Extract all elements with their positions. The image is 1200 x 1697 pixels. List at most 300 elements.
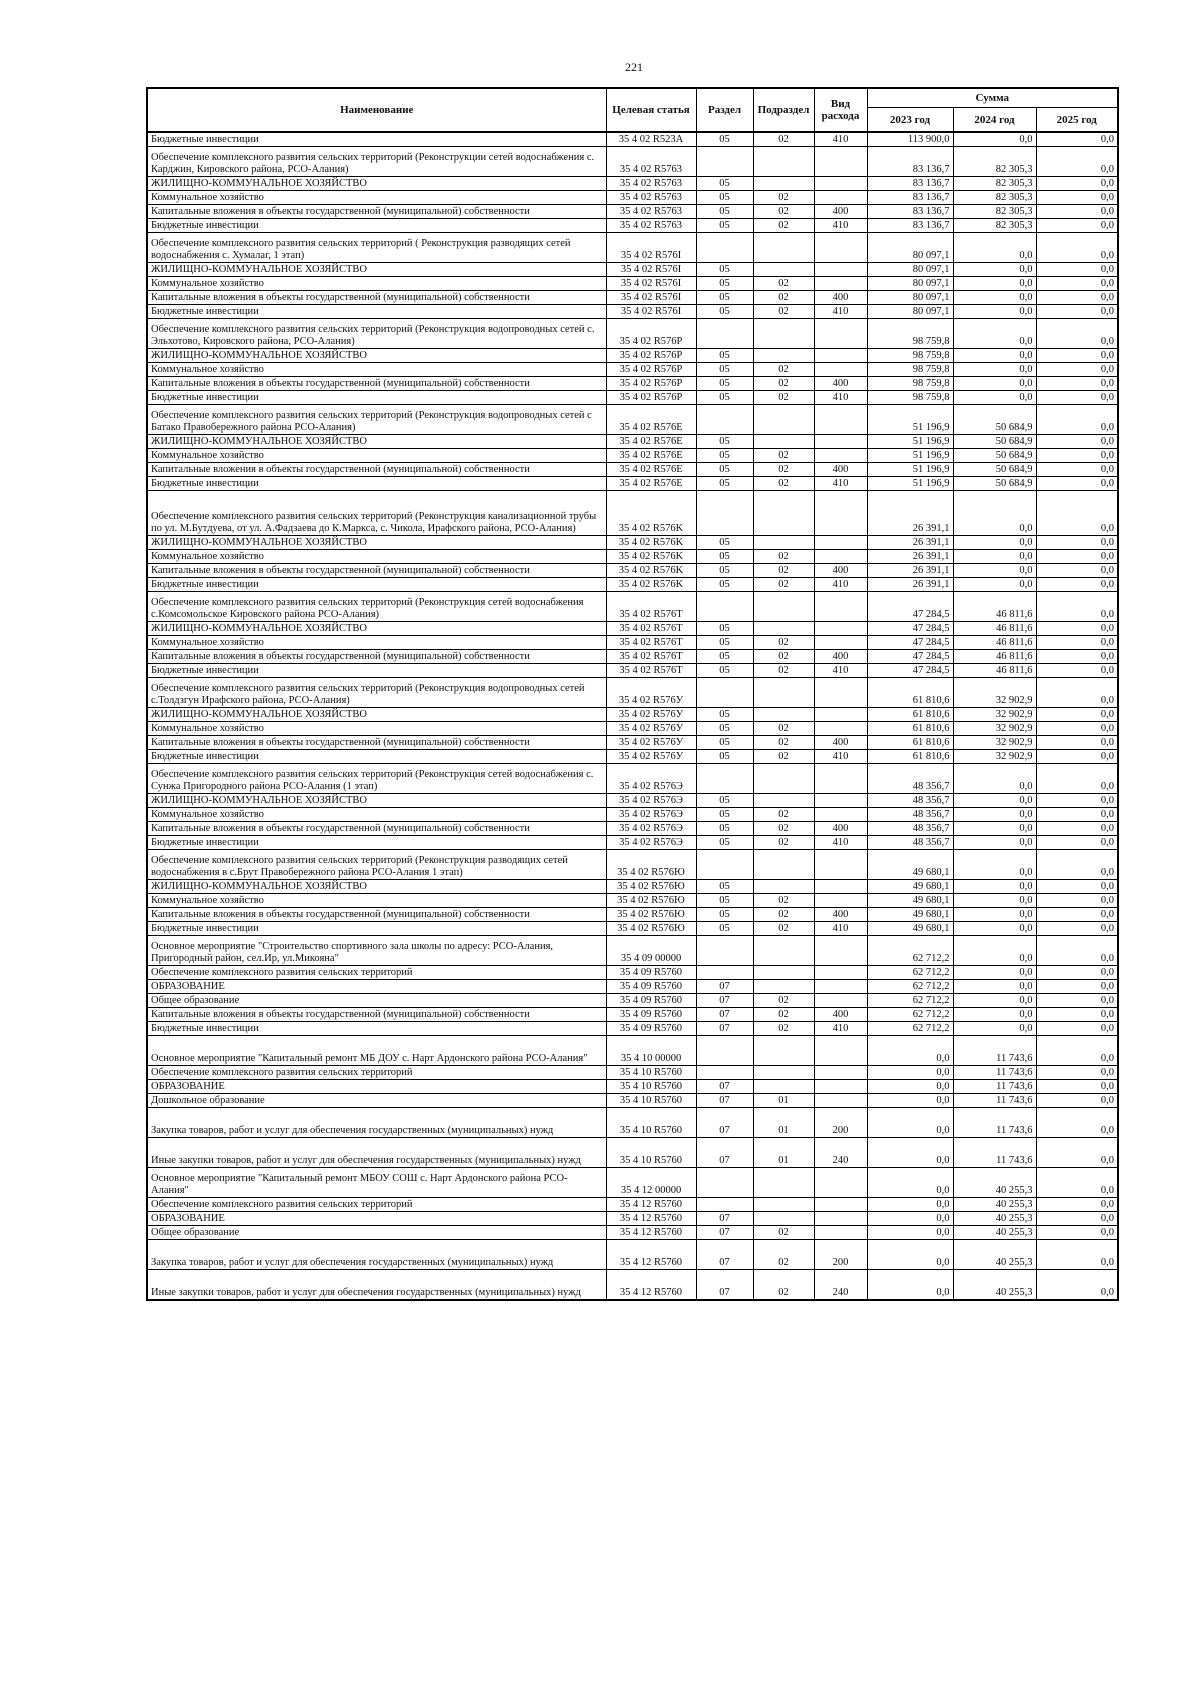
cell-subsection: 02 xyxy=(753,277,814,291)
cell-subsection: 02 xyxy=(753,477,814,491)
cell-sum-2024: 82 305,3 xyxy=(953,177,1036,191)
cell-sum-2025: 0,0 xyxy=(1036,1226,1118,1240)
cell-target-article: 35 4 02 R576У xyxy=(606,736,696,750)
table-row xyxy=(147,880,1118,894)
cell-name: Бюджетные инвестиции xyxy=(147,219,606,233)
cell-sum-2024: 32 902,9 xyxy=(953,708,1036,722)
cell-expense-type: 410 xyxy=(814,391,867,405)
cell-sum-2024: 0,0 xyxy=(953,1022,1036,1036)
cell-name: Капитальные вложения в объекты государственной (муниципальной) собственности xyxy=(147,736,606,750)
cell-target-article: 35 4 02 R576K xyxy=(606,536,696,550)
cell-subsection: 02 xyxy=(753,822,814,836)
cell-section: 05 xyxy=(696,908,753,922)
cell-name: Капитальные вложения в объекты государственной (муниципальной) собственности xyxy=(147,908,606,922)
cell-target-article: 35 4 02 R576P xyxy=(606,377,696,391)
cell-sum-2024: 46 811,6 xyxy=(953,650,1036,664)
header-section: Раздел xyxy=(696,88,753,132)
cell-name: Коммунальное хозяйство xyxy=(147,894,606,908)
cell-name: Обеспечение комплексного развития сельских территорий (Реконструкция водопроводных сетей с. Эльхотово, Кировского района, РСО-Алания) xyxy=(147,319,606,349)
cell-subsection: 02 xyxy=(753,578,814,592)
cell-subsection: 02 xyxy=(753,391,814,405)
cell-sum-2025: 0,0 xyxy=(1036,463,1118,477)
cell-sum-2024: 0,0 xyxy=(953,550,1036,564)
cell-sum-2023: 48 356,7 xyxy=(867,794,953,808)
cell-section: 07 xyxy=(696,1138,753,1168)
cell-expense-type xyxy=(814,1066,867,1080)
cell-name: ЖИЛИЩНО-КОММУНАЛЬНОЕ ХОЗЯЙСТВО xyxy=(147,435,606,449)
header-sum: Сумма xyxy=(867,88,1118,108)
cell-expense-type xyxy=(814,1168,867,1198)
cell-sum-2023: 48 356,7 xyxy=(867,764,953,794)
cell-sum-2023: 98 759,8 xyxy=(867,377,953,391)
cell-subsection xyxy=(753,850,814,880)
cell-sum-2024: 40 255,3 xyxy=(953,1212,1036,1226)
cell-section xyxy=(696,319,753,349)
cell-sum-2025: 0,0 xyxy=(1036,622,1118,636)
cell-target-article: 35 4 10 R5760 xyxy=(606,1094,696,1108)
cell-sum-2024: 32 902,9 xyxy=(953,722,1036,736)
cell-section: 05 xyxy=(696,636,753,650)
cell-sum-2024: 0,0 xyxy=(953,536,1036,550)
cell-target-article: 35 4 09 R5760 xyxy=(606,1022,696,1036)
header-year-2025: 2025 год xyxy=(1036,108,1118,133)
cell-name: ОБРАЗОВАНИЕ xyxy=(147,1080,606,1094)
cell-sum-2025: 0,0 xyxy=(1036,822,1118,836)
table-row xyxy=(147,363,1118,377)
cell-expense-type: 410 xyxy=(814,750,867,764)
cell-sum-2024: 0,0 xyxy=(953,132,1036,147)
table-row xyxy=(147,1080,1118,1094)
cell-expense-type xyxy=(814,1198,867,1212)
cell-expense-type xyxy=(814,678,867,708)
cell-target-article: 35 4 02 R576Ю xyxy=(606,922,696,936)
cell-expense-type xyxy=(814,1036,867,1066)
cell-name: Обеспечение комплексного развития сельских территорий (Реконструкция канализационной трубы по ул. М.Бутдуева, от ул. А.Фадзаева до К.Маркса, с. Чикола, Ирафского района, РСО-Алания) xyxy=(147,491,606,536)
cell-sum-2025: 0,0 xyxy=(1036,550,1118,564)
cell-sum-2023: 48 356,7 xyxy=(867,808,953,822)
cell-sum-2025: 0,0 xyxy=(1036,836,1118,850)
cell-name: Бюджетные инвестиции xyxy=(147,305,606,319)
cell-target-article: 35 4 02 R576K xyxy=(606,550,696,564)
cell-sum-2025: 0,0 xyxy=(1036,880,1118,894)
cell-sum-2025: 0,0 xyxy=(1036,894,1118,908)
cell-target-article: 35 4 09 R5760 xyxy=(606,994,696,1008)
cell-sum-2023: 26 391,1 xyxy=(867,578,953,592)
cell-sum-2023: 80 097,1 xyxy=(867,277,953,291)
table-row xyxy=(147,477,1118,491)
cell-name: Бюджетные инвестиции xyxy=(147,391,606,405)
cell-subsection xyxy=(753,405,814,435)
cell-subsection xyxy=(753,147,814,177)
table-row xyxy=(147,664,1118,678)
cell-name: ЖИЛИЩНО-КОММУНАЛЬНОЕ ХОЗЯЙСТВО xyxy=(147,536,606,550)
table-row xyxy=(147,319,1118,349)
cell-section: 05 xyxy=(696,536,753,550)
cell-target-article: 35 4 10 R5760 xyxy=(606,1108,696,1138)
cell-subsection: 02 xyxy=(753,550,814,564)
cell-sum-2024: 0,0 xyxy=(953,894,1036,908)
cell-target-article: 35 4 02 R576E xyxy=(606,463,696,477)
cell-sum-2024: 50 684,9 xyxy=(953,463,1036,477)
table-row xyxy=(147,622,1118,636)
cell-name: Закупка товаров, работ и услуг для обеспечения государственных (муниципальных) нужд xyxy=(147,1240,606,1270)
cell-sum-2025: 0,0 xyxy=(1036,966,1118,980)
cell-sum-2025: 0,0 xyxy=(1036,650,1118,664)
table-row xyxy=(147,191,1118,205)
cell-expense-type: 410 xyxy=(814,477,867,491)
cell-sum-2024: 11 743,6 xyxy=(953,1108,1036,1138)
cell-section: 05 xyxy=(696,894,753,908)
cell-sum-2023: 51 196,9 xyxy=(867,435,953,449)
cell-section xyxy=(696,966,753,980)
cell-sum-2024: 50 684,9 xyxy=(953,449,1036,463)
cell-subsection: 02 xyxy=(753,219,814,233)
cell-expense-type xyxy=(814,880,867,894)
cell-sum-2024: 0,0 xyxy=(953,822,1036,836)
cell-name: Обеспечение комплексного развития сельских территорий ( Реконструкция разводящих сетей водоснабжения с. Хумалаг, 1 этап) xyxy=(147,233,606,263)
cell-sum-2023: 61 810,6 xyxy=(867,750,953,764)
cell-subsection: 02 xyxy=(753,377,814,391)
cell-section xyxy=(696,1198,753,1212)
cell-section: 07 xyxy=(696,980,753,994)
cell-sum-2023: 62 712,2 xyxy=(867,980,953,994)
cell-expense-type: 400 xyxy=(814,908,867,922)
cell-sum-2023: 0,0 xyxy=(867,1094,953,1108)
cell-section: 07 xyxy=(696,1270,753,1301)
cell-name: Коммунальное хозяйство xyxy=(147,636,606,650)
cell-sum-2023: 62 712,2 xyxy=(867,994,953,1008)
cell-sum-2023: 26 391,1 xyxy=(867,536,953,550)
cell-subsection xyxy=(753,1198,814,1212)
cell-expense-type xyxy=(814,1080,867,1094)
cell-name: Иные закупки товаров, работ и услуг для обеспечения государственных (муниципальных) нужд xyxy=(147,1270,606,1301)
cell-sum-2025: 0,0 xyxy=(1036,722,1118,736)
cell-sum-2025: 0,0 xyxy=(1036,233,1118,263)
cell-sum-2023: 47 284,5 xyxy=(867,592,953,622)
cell-sum-2025: 0,0 xyxy=(1036,277,1118,291)
cell-sum-2023: 80 097,1 xyxy=(867,233,953,263)
table-row xyxy=(147,836,1118,850)
cell-expense-type: 400 xyxy=(814,377,867,391)
cell-expense-type: 400 xyxy=(814,463,867,477)
cell-sum-2023: 98 759,8 xyxy=(867,391,953,405)
table-row xyxy=(147,550,1118,564)
cell-expense-type xyxy=(814,363,867,377)
cell-target-article: 35 4 09 R5760 xyxy=(606,966,696,980)
cell-target-article: 35 4 02 R576У xyxy=(606,708,696,722)
cell-name: Основное мероприятие "Капитальный ремонт МБ ДОУ с. Нарт Ардонского района РСО-Алания" xyxy=(147,1036,606,1066)
cell-sum-2024: 46 811,6 xyxy=(953,592,1036,622)
table-row xyxy=(147,1094,1118,1108)
table-row xyxy=(147,794,1118,808)
cell-subsection: 02 xyxy=(753,664,814,678)
cell-section: 05 xyxy=(696,177,753,191)
cell-sum-2024: 0,0 xyxy=(953,263,1036,277)
cell-section: 07 xyxy=(696,1240,753,1270)
table-row xyxy=(147,650,1118,664)
cell-subsection: 02 xyxy=(753,908,814,922)
cell-target-article: 35 4 02 R576T xyxy=(606,650,696,664)
cell-expense-type xyxy=(814,491,867,536)
cell-section: 05 xyxy=(696,219,753,233)
cell-subsection: 02 xyxy=(753,894,814,908)
cell-expense-type xyxy=(814,1226,867,1240)
cell-expense-type xyxy=(814,722,867,736)
cell-sum-2025: 0,0 xyxy=(1036,980,1118,994)
cell-subsection: 01 xyxy=(753,1094,814,1108)
cell-target-article: 35 4 10 00000 xyxy=(606,1036,696,1066)
cell-sum-2025: 0,0 xyxy=(1036,808,1118,822)
cell-sum-2023: 98 759,8 xyxy=(867,319,953,349)
cell-target-article: 35 4 12 R5760 xyxy=(606,1212,696,1226)
cell-sum-2024: 0,0 xyxy=(953,377,1036,391)
cell-name: Капитальные вложения в объекты государственной (муниципальной) собственности xyxy=(147,1008,606,1022)
cell-sum-2024: 11 743,6 xyxy=(953,1066,1036,1080)
cell-name: Бюджетные инвестиции xyxy=(147,1022,606,1036)
cell-sum-2023: 51 196,9 xyxy=(867,477,953,491)
cell-expense-type: 400 xyxy=(814,291,867,305)
cell-sum-2024: 40 255,3 xyxy=(953,1226,1036,1240)
cell-sum-2023: 0,0 xyxy=(867,1066,953,1080)
table-row xyxy=(147,1138,1118,1168)
table-row xyxy=(147,1008,1118,1022)
cell-sum-2025: 0,0 xyxy=(1036,363,1118,377)
cell-expense-type xyxy=(814,808,867,822)
cell-name: Обеспечение комплексного развития сельских территорий (Реконструкция водопроводных сетей с.Толдзгун Ирафского района, РСО-Алания) xyxy=(147,678,606,708)
cell-name: Коммунальное хозяйство xyxy=(147,550,606,564)
cell-subsection: 02 xyxy=(753,1270,814,1301)
table-row xyxy=(147,936,1118,966)
cell-sum-2023: 47 284,5 xyxy=(867,664,953,678)
cell-sum-2024: 50 684,9 xyxy=(953,477,1036,491)
cell-section: 05 xyxy=(696,132,753,147)
cell-name: ЖИЛИЩНО-КОММУНАЛЬНОЕ ХОЗЯЙСТВО xyxy=(147,880,606,894)
cell-sum-2025: 0,0 xyxy=(1036,994,1118,1008)
cell-target-article: 35 4 02 R576Э xyxy=(606,794,696,808)
cell-expense-type: 400 xyxy=(814,564,867,578)
cell-subsection xyxy=(753,1168,814,1198)
header-expense-type: Вид расхода xyxy=(814,88,867,132)
cell-sum-2023: 61 810,6 xyxy=(867,708,953,722)
cell-sum-2024: 40 255,3 xyxy=(953,1168,1036,1198)
cell-sum-2024: 0,0 xyxy=(953,564,1036,578)
cell-sum-2025: 0,0 xyxy=(1036,764,1118,794)
cell-expense-type: 240 xyxy=(814,1270,867,1301)
cell-name: Обеспечение комплексного развития сельских территорий xyxy=(147,1198,606,1212)
cell-subsection xyxy=(753,1080,814,1094)
cell-sum-2024: 0,0 xyxy=(953,966,1036,980)
cell-target-article: 35 4 02 R576E xyxy=(606,449,696,463)
cell-section: 07 xyxy=(696,994,753,1008)
cell-section: 05 xyxy=(696,736,753,750)
cell-sum-2025: 0,0 xyxy=(1036,449,1118,463)
cell-subsection: 02 xyxy=(753,994,814,1008)
cell-target-article: 35 4 02 R523A xyxy=(606,132,696,147)
cell-sum-2025: 0,0 xyxy=(1036,1212,1118,1226)
cell-target-article: 35 4 02 R576P xyxy=(606,391,696,405)
cell-target-article: 35 4 02 R576K xyxy=(606,564,696,578)
cell-subsection: 02 xyxy=(753,836,814,850)
cell-sum-2023: 61 810,6 xyxy=(867,722,953,736)
cell-target-article: 35 4 02 R576У xyxy=(606,678,696,708)
table-row xyxy=(147,405,1118,435)
cell-sum-2023: 113 900,0 xyxy=(867,132,953,147)
cell-sum-2025: 0,0 xyxy=(1036,405,1118,435)
cell-sum-2024: 82 305,3 xyxy=(953,205,1036,219)
cell-subsection xyxy=(753,1066,814,1080)
cell-sum-2025: 0,0 xyxy=(1036,936,1118,966)
cell-target-article: 35 4 02 R576I xyxy=(606,263,696,277)
cell-subsection: 02 xyxy=(753,922,814,936)
table-row xyxy=(147,177,1118,191)
table-row xyxy=(147,1066,1118,1080)
cell-sum-2023: 62 712,2 xyxy=(867,966,953,980)
table-row xyxy=(147,1168,1118,1198)
cell-subsection: 02 xyxy=(753,205,814,219)
cell-sum-2024: 0,0 xyxy=(953,922,1036,936)
cell-subsection: 02 xyxy=(753,132,814,147)
cell-section: 05 xyxy=(696,291,753,305)
cell-section: 05 xyxy=(696,349,753,363)
cell-target-article: 35 4 02 R5763 xyxy=(606,191,696,205)
table-row xyxy=(147,349,1118,363)
table-row xyxy=(147,1240,1118,1270)
cell-target-article: 35 4 02 R576E xyxy=(606,435,696,449)
cell-sum-2023: 0,0 xyxy=(867,1168,953,1198)
cell-sum-2025: 0,0 xyxy=(1036,1008,1118,1022)
cell-sum-2023: 26 391,1 xyxy=(867,564,953,578)
cell-sum-2023: 49 680,1 xyxy=(867,850,953,880)
cell-subsection xyxy=(753,966,814,980)
cell-expense-type: 400 xyxy=(814,736,867,750)
table-row xyxy=(147,377,1118,391)
table-row xyxy=(147,994,1118,1008)
cell-expense-type xyxy=(814,980,867,994)
cell-target-article: 35 4 02 R576Ю xyxy=(606,880,696,894)
cell-sum-2025: 0,0 xyxy=(1036,435,1118,449)
header-subsection: Подраздел xyxy=(753,88,814,132)
cell-sum-2025: 0,0 xyxy=(1036,305,1118,319)
cell-target-article: 35 4 02 R5763 xyxy=(606,177,696,191)
cell-name: ЖИЛИЩНО-КОММУНАЛЬНОЕ ХОЗЯЙСТВО xyxy=(147,177,606,191)
table-row xyxy=(147,1036,1118,1066)
cell-expense-type: 410 xyxy=(814,132,867,147)
cell-section xyxy=(696,1168,753,1198)
cell-sum-2024: 0,0 xyxy=(953,391,1036,405)
cell-name: Бюджетные инвестиции xyxy=(147,922,606,936)
header-year-2023: 2023 год xyxy=(867,108,953,133)
cell-expense-type xyxy=(814,319,867,349)
cell-section: 05 xyxy=(696,305,753,319)
cell-name: Коммунальное хозяйство xyxy=(147,722,606,736)
cell-target-article: 35 4 09 R5760 xyxy=(606,980,696,994)
cell-name: Иные закупки товаров, работ и услуг для обеспечения государственных (муниципальных) нужд xyxy=(147,1138,606,1168)
cell-subsection xyxy=(753,233,814,263)
cell-sum-2024: 0,0 xyxy=(953,980,1036,994)
cell-section: 07 xyxy=(696,1212,753,1226)
cell-name: ЖИЛИЩНО-КОММУНАЛЬНОЕ ХОЗЯЙСТВО xyxy=(147,794,606,808)
cell-sum-2023: 62 712,2 xyxy=(867,1022,953,1036)
cell-name: Обеспечение комплексного развития сельских территорий (Реконструкция сетей водоснабжения с. Сунжа Пригородного района РСО-Алания (1 этап) xyxy=(147,764,606,794)
table-row xyxy=(147,263,1118,277)
cell-expense-type xyxy=(814,764,867,794)
cell-subsection xyxy=(753,622,814,636)
cell-name: Основное мероприятие "Строительство спортивного зала школы по адресу: РСО-Алания, Пригородный район, сел.Ир, ул.Микояна" xyxy=(147,936,606,966)
cell-sum-2023: 49 680,1 xyxy=(867,922,953,936)
cell-sum-2025: 0,0 xyxy=(1036,477,1118,491)
cell-sum-2023: 62 712,2 xyxy=(867,1008,953,1022)
cell-sum-2023: 47 284,5 xyxy=(867,636,953,650)
table-row xyxy=(147,894,1118,908)
cell-expense-type xyxy=(814,191,867,205)
cell-expense-type xyxy=(814,435,867,449)
cell-target-article: 35 4 02 R576Ю xyxy=(606,894,696,908)
cell-sum-2023: 48 356,7 xyxy=(867,822,953,836)
cell-target-article: 35 4 02 R576T xyxy=(606,664,696,678)
cell-expense-type xyxy=(814,936,867,966)
cell-sum-2025: 0,0 xyxy=(1036,678,1118,708)
cell-sum-2025: 0,0 xyxy=(1036,1036,1118,1066)
cell-subsection xyxy=(753,435,814,449)
cell-sum-2023: 80 097,1 xyxy=(867,263,953,277)
cell-section xyxy=(696,678,753,708)
cell-name: Бюджетные инвестиции xyxy=(147,578,606,592)
cell-section: 05 xyxy=(696,822,753,836)
cell-subsection: 02 xyxy=(753,1226,814,1240)
cell-expense-type: 200 xyxy=(814,1108,867,1138)
cell-sum-2025: 0,0 xyxy=(1036,664,1118,678)
cell-sum-2025: 0,0 xyxy=(1036,750,1118,764)
cell-sum-2025: 0,0 xyxy=(1036,349,1118,363)
cell-section: 05 xyxy=(696,263,753,277)
cell-name: Коммунальное хозяйство xyxy=(147,277,606,291)
cell-sum-2025: 0,0 xyxy=(1036,132,1118,147)
table-row xyxy=(147,1108,1118,1138)
cell-section xyxy=(696,850,753,880)
cell-sum-2023: 49 680,1 xyxy=(867,880,953,894)
table-row xyxy=(147,708,1118,722)
cell-name: Общее образование xyxy=(147,1226,606,1240)
cell-sum-2024: 11 743,6 xyxy=(953,1094,1036,1108)
table-row xyxy=(147,980,1118,994)
table-row xyxy=(147,391,1118,405)
cell-sum-2023: 47 284,5 xyxy=(867,650,953,664)
cell-subsection: 02 xyxy=(753,750,814,764)
cell-sum-2024: 40 255,3 xyxy=(953,1270,1036,1301)
table-row xyxy=(147,922,1118,936)
cell-sum-2024: 82 305,3 xyxy=(953,219,1036,233)
cell-section xyxy=(696,764,753,794)
cell-sum-2023: 83 136,7 xyxy=(867,205,953,219)
cell-sum-2023: 80 097,1 xyxy=(867,305,953,319)
cell-sum-2024: 0,0 xyxy=(953,349,1036,363)
table-row xyxy=(147,277,1118,291)
cell-subsection: 02 xyxy=(753,736,814,750)
cell-sum-2023: 83 136,7 xyxy=(867,147,953,177)
cell-sum-2025: 0,0 xyxy=(1036,1094,1118,1108)
cell-expense-type: 400 xyxy=(814,822,867,836)
page-number: 221 xyxy=(625,60,643,74)
table-row xyxy=(147,449,1118,463)
cell-sum-2023: 0,0 xyxy=(867,1036,953,1066)
cell-sum-2025: 0,0 xyxy=(1036,377,1118,391)
cell-sum-2024: 0,0 xyxy=(953,363,1036,377)
cell-name: Капитальные вложения в объекты государственной (муниципальной) собственности xyxy=(147,463,606,477)
cell-sum-2024: 11 743,6 xyxy=(953,1138,1036,1168)
cell-subsection: 02 xyxy=(753,636,814,650)
cell-expense-type xyxy=(814,708,867,722)
cell-expense-type xyxy=(814,277,867,291)
